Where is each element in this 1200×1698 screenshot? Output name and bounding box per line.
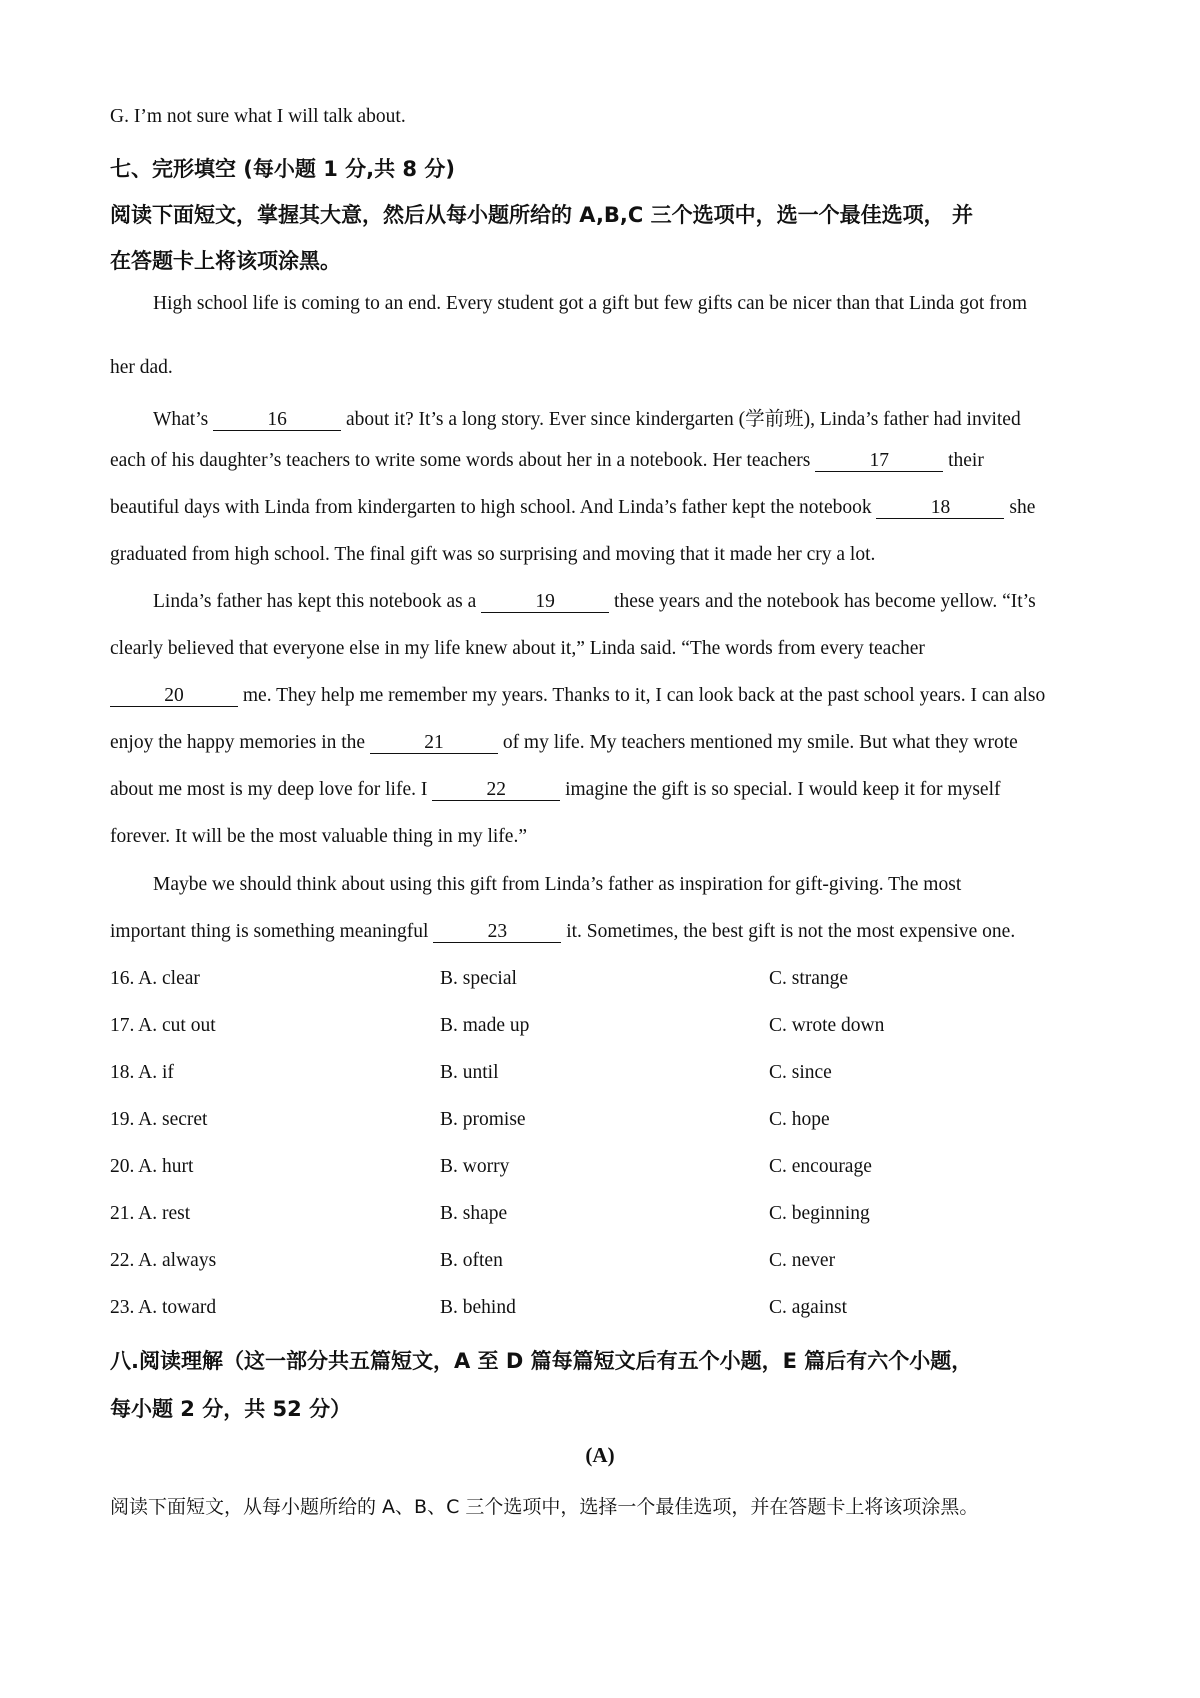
blank-16[interactable]: 16	[213, 409, 341, 431]
passage-p1-line1: High school life is coming to an end. Every student got a gift but few gifts can be nicer than that Linda got from	[153, 293, 1028, 314]
option-b[interactable]: B. made up	[440, 1015, 530, 1036]
option-c[interactable]: C. since	[769, 1062, 832, 1083]
question-18-options	[110, 1062, 1110, 1092]
option-c[interactable]: C. encourage	[769, 1156, 872, 1177]
passage-p2-line1	[153, 403, 1021, 431]
passage-text: beautiful days with Linda from kindergarten to high school. And Linda’s father kept the notebook	[110, 497, 877, 518]
option-b[interactable]: B. promise	[440, 1109, 526, 1130]
option-c[interactable]: C. hope	[769, 1109, 830, 1130]
passage-text: she	[1004, 497, 1036, 518]
option-b[interactable]: B. shape	[440, 1203, 508, 1224]
question-20-options	[110, 1156, 1110, 1186]
option-c[interactable]: C. never	[769, 1250, 836, 1271]
passage-p3-line2: clearly believed that everyone else in my life knew about it,” Linda said. “The words from every teacher	[110, 638, 925, 659]
section8-heading-line1: 八.阅读理解（这一部分共五篇短文，A 至 D 篇每篇短文后有五个小题，E 篇后有六个小题，	[110, 1349, 973, 1373]
blank-19[interactable]: 19	[481, 591, 609, 613]
option-g-text: G. I’m not sure what I will talk about.	[110, 106, 406, 127]
passage-text: about it? It’s a long story. Ever since kindergarten (学前班), Linda’s father had invited	[341, 409, 1021, 430]
passage-text: What’s	[153, 409, 214, 430]
passage-p3-line4	[110, 732, 1018, 754]
passage-text: each of his daughter’s teachers to write some words about her in a notebook. Her teachers	[110, 450, 816, 471]
passage-p1-line2: her dad.	[110, 357, 173, 378]
question-19-options	[110, 1109, 1110, 1139]
passage-text: about me most is my deep love for life. I	[110, 779, 433, 800]
option-a[interactable]: 17. A. cut out	[110, 1015, 216, 1036]
option-a[interactable]: 16. A. clear	[110, 968, 200, 989]
blank-21[interactable]: 21	[370, 732, 498, 754]
passage-p2-line2	[110, 450, 984, 472]
passage-text: of my life. My teachers mentioned my smile. But what they wrote	[497, 732, 1018, 753]
option-a[interactable]: 19. A. secret	[110, 1109, 208, 1130]
blank-23[interactable]: 23	[433, 921, 561, 943]
question-23-options	[110, 1297, 1110, 1327]
passage-text: important thing is something meaningful	[110, 921, 434, 942]
option-b[interactable]: B. until	[440, 1062, 499, 1083]
section8-heading-line2: 每小题 2 分，共 52 分）	[110, 1397, 352, 1421]
option-c[interactable]: C. wrote down	[769, 1015, 885, 1036]
passage-text: Linda’s father has kept this notebook as a	[153, 591, 482, 612]
option-b[interactable]: B. worry	[440, 1156, 510, 1177]
section7-instruction-line1: 阅读下面短文，掌握其大意，然后从每小题所给的 A,B,C 三个选项中，选一个最佳选项， 并	[110, 203, 973, 227]
question-22-options	[110, 1250, 1110, 1280]
blank-17[interactable]: 17	[815, 450, 943, 472]
blank-18[interactable]: 18	[876, 497, 1004, 519]
section7-instruction-line2: 在答题卡上将该项涂黑。	[110, 249, 341, 273]
option-b[interactable]: B. special	[440, 968, 517, 989]
passage-text: enjoy the happy memories in the	[110, 732, 370, 753]
option-b[interactable]: B. often	[440, 1250, 503, 1271]
option-a[interactable]: 20. A. hurt	[110, 1156, 194, 1177]
blank-22[interactable]: 22	[432, 779, 560, 801]
passage-text: imagine the gift is so special. I would keep it for myself	[560, 779, 1001, 800]
passage-text: these years and the notebook has become yellow. “It’s	[609, 591, 1036, 612]
passage-p4-line1: Maybe we should think about using this gift from Linda’s father as inspiration for gift-giving. The most	[153, 874, 962, 895]
option-a[interactable]: 23. A. toward	[110, 1297, 217, 1318]
option-c[interactable]: C. against	[769, 1297, 847, 1318]
blank-20[interactable]: 20	[110, 685, 238, 707]
option-b[interactable]: B. behind	[440, 1297, 516, 1318]
passage-p2-line3	[110, 497, 1035, 519]
question-21-options	[110, 1203, 1110, 1233]
passage-text: their	[943, 450, 984, 471]
passage-p2-line4: graduated from high school. The final gift was so surprising and moving that it made her cry a lot.	[110, 544, 876, 565]
passage-p4-line2	[110, 921, 1015, 943]
section7-heading: 七、完形填空 (每小题 1 分,共 8 分)	[110, 157, 455, 181]
option-c[interactable]: C. beginning	[769, 1203, 870, 1224]
option-a[interactable]: 18. A. if	[110, 1062, 174, 1083]
option-a[interactable]: 22. A. always	[110, 1250, 217, 1271]
passage-p3-line5	[110, 779, 1001, 801]
part-a-title: (A)	[585, 1443, 615, 1467]
passage-p3-line1	[153, 591, 1036, 613]
question-17-options	[110, 1015, 1110, 1045]
section8-instruction: 阅读下面短文，从每小题所给的 A、B、C 三个选项中，选择一个最佳选项，并在答题卡上将该项涂黑。	[110, 1496, 979, 1518]
option-c[interactable]: C. strange	[769, 968, 849, 989]
option-a[interactable]: 21. A. rest	[110, 1203, 191, 1224]
passage-text: it. Sometimes, the best gift is not the most expensive one.	[561, 921, 1016, 942]
question-16-options	[110, 968, 1110, 998]
passage-p3-line6: forever. It will be the most valuable thing in my life.”	[110, 826, 527, 847]
passage-text: me. They help me remember my years. Thanks to it, I can look back at the past school years. I can also	[238, 685, 1046, 706]
passage-p3-line3	[110, 685, 1045, 707]
